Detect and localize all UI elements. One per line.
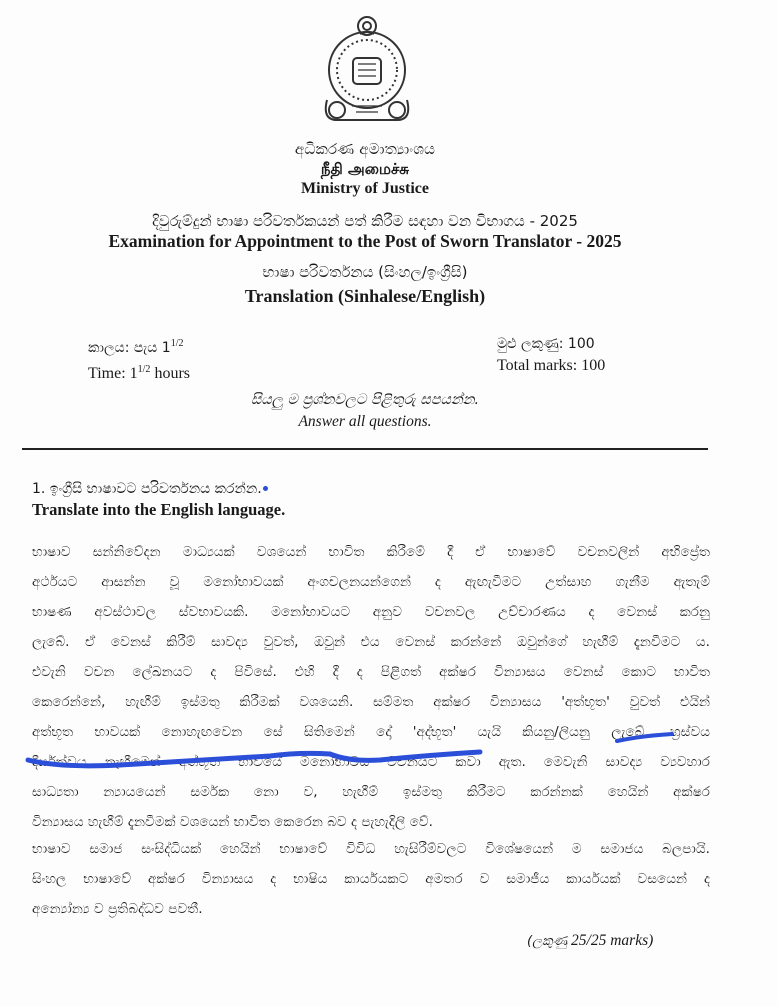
time-english: Time: $1^{1/2}$ hours [88, 364, 190, 382]
exam-title-sinhala: දිවුරුම්දුන් භාෂා පරිවර්තකයන් පත් කිරීම සඳහා වන විභාගය - 2025 [152, 212, 578, 230]
passage-line: භාෂණ අවස්ථාවල ස්වභාවයකි. මනෝභාවයට අනුව වචනවල උච්චාරණය ද වෙනස් කරනු [32, 604, 710, 620]
passage-line: අත්භූත භාවයක් නොහැඟවෙන සේ සිතිමෙන් දෝ 'අද්භූත' යැයි කියනු/ලියනු ලැබේ. හ්‍රස්වය [32, 724, 710, 740]
passage-paragraph-1 [32, 537, 710, 837]
instructions-sinhala: සියලු ම ප්‍රශ්නවලට පිළිතුරු සපයන්න. [250, 392, 480, 408]
passage-line: කෙරෙන්නේ, හැඟීම් ඉස්මතු කිරීමක් වශයෙනි. සම්මත අක්ෂර වින්‍යාසය 'අත්භූත' වුවත් එයින් [32, 694, 710, 710]
pen-dot-mark [263, 486, 268, 491]
paper-title-sinhala: භාෂා පරිවර්තනය (සිංහල/ඉංග්‍රීසි) [262, 263, 468, 281]
passage-line: සාධ්‍යතා න්‍යායයෙන් සර්මක නො ව, හැඟීම් ඉස්මතු කිරීමට කරන්නක් හෙයින් අක්ෂර [32, 784, 710, 800]
question-marks: (ලකුණු 25/25 marks) [527, 932, 654, 949]
passage-line: භාෂාව සන්නිවේදන මාධ්‍යයක් වශයෙන් භාවිත කිරීමේ දී ඒ භාෂාවේ වචනවලින් අභිප්‍රේත [32, 544, 710, 560]
total-marks [497, 333, 605, 377]
question-1-heading-sinhala: 1. ඉංග්‍රීසි භාෂාවට පරිවර්තනය කරන්න. [32, 481, 268, 497]
passage-line: වින්‍යාසය හැඟීම් දැනවීමක් වශයෙන් භාවිත කෙරෙන බව ද පැහැදිලි වේ. [32, 814, 433, 830]
question-1-heading-english: Translate into the English language. [32, 500, 286, 519]
passage-paragraph-2 [32, 834, 710, 924]
passage-line: ලැබේ. ඒ වෙනස් කිරීම් සාවද්‍ය වුවත්, ඔවුන් එය වෙනස් කරන්නේ ඔවුන්ගේ හැඟීම් දැනවීමට ය. [32, 634, 710, 650]
national-emblem-icon [312, 12, 422, 124]
passage-line: එවැනි වචන ලේඛනයට ද පිවිසේ. එහි දී ද පිළිගත් අක්ෂර වින්‍යාසය වෙනස් කොට භාවිත [32, 664, 710, 680]
total-marks-english: Total marks: 100 [497, 357, 606, 374]
passage-line: දීර්ඝත්වය නැඟීමෙන් අත්භූත භාවයේ මනෝභාවය වචනයට කවා ඇත. මෙවැනි සාවද්‍ය ව්‍යවහාර [32, 754, 710, 770]
ministry-name-tamil: நீதி அமைச்சு [320, 160, 410, 178]
ministry-name-sinhala: අධිකරණ අමාත්‍යාංශය [294, 140, 436, 158]
paper-title-english: Translation (Sinhalese/English) [244, 286, 486, 306]
passage-line: අර්ථයට ආසන්න වූ මනෝභාවයක් අංගචලනයන්ගෙන් ද ඇඟැවීමට උත්සාහ ගැනීම ඇතැම් [32, 574, 710, 590]
passage-line: අන්‍යෝන්‍ය ව ප්‍රතිබද්ධව පවතී. [32, 901, 203, 917]
time-allowed [88, 333, 190, 385]
time-sinhala: කාලය: පැය $1^{1/2}$ [88, 338, 184, 356]
passage-line: භාෂාව සමාජ සංසිද්ධියක් හෙයින් භාෂාවේ විවිධ හැසිරීම්වලට විශේෂයෙන් ම සමාජය බලපායි. [32, 841, 710, 857]
instructions-english: Answer all questions. [298, 413, 432, 430]
exam-title-english: Examination for Appointment to the Post of Sworn Translator - 2025 [108, 231, 622, 251]
horizontal-divider [22, 448, 708, 450]
ministry-name-english: Ministry of Justice [301, 180, 429, 197]
passage-line: සිංහල භාෂාවේ අක්ෂර වින්‍යාසය ද භාෂිය කාර්යයකට අමතර ව සමාජීය කාර්යයක් වසයෙන් ද [32, 871, 710, 887]
total-marks-sinhala: මුළු ලකුණු: 100 [497, 336, 595, 352]
